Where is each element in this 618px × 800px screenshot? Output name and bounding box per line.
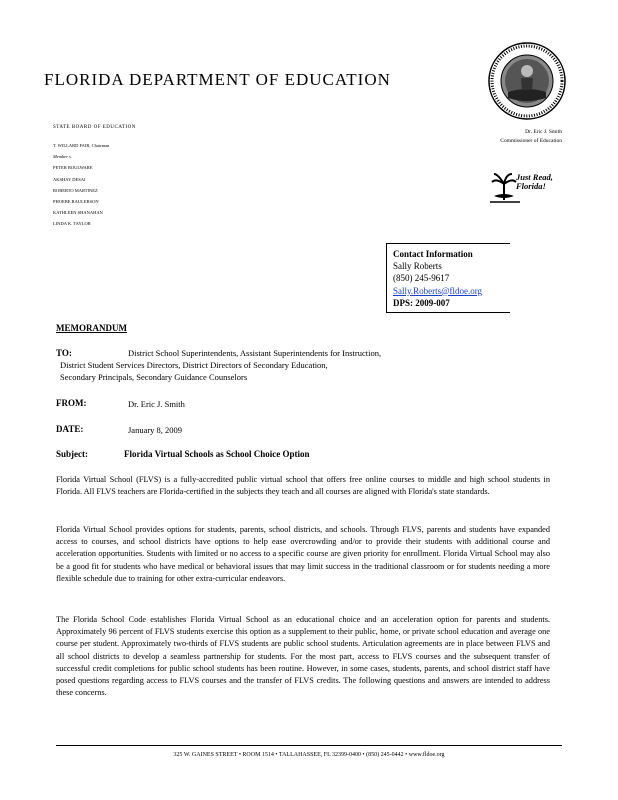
commissioner-name: Dr. Eric J. Smith [525, 129, 562, 135]
contact-info-box [386, 243, 510, 313]
footer-address: 325 W. GAINES STREET • ROOM 1514 • TALLAHASSEE, FL 32399-0400 • (850) 245-0442 • www.fldoe.org [173, 752, 445, 758]
board-member: Member s [53, 154, 71, 160]
logo-text-line2: Florida! [516, 181, 546, 191]
commissioner-title: Commissioner of Education [500, 138, 562, 144]
memorandum-heading: MEMORANDUM [56, 323, 127, 333]
contact-email-link[interactable]: Sally.Roberts@fldoe.org [393, 285, 483, 296]
contact-name: Sally Roberts [393, 261, 442, 272]
board-member: AKSHAY DESAI [53, 176, 86, 182]
to-line: District School Superintendents, Assistant Superintendents for Instruction, [128, 348, 382, 358]
subject-label: Subject: [56, 449, 88, 459]
board-member: T. WILLARD FAIR, Chairman [53, 143, 110, 148]
date-value: January 8, 2009 [128, 425, 183, 435]
dps-number: DPS: 2009-007 [393, 297, 450, 308]
contact-phone: (850) 245-9617 [393, 273, 450, 284]
to-line: Secondary Principals, Secondary Guidance Counselors [60, 372, 248, 383]
to-label: TO: [56, 348, 72, 358]
body-paragraph-1: Florida Virtual School (FLVS) is a fully-accredited public virtual school that offers free online courses to middle and high school students in Florida. All FLVS teachers are Florida-certified in the subjects they teach and all courses are aligned with Florida's state standards. [56, 475, 550, 497]
from-value: Dr. Eric J. Smith [128, 399, 185, 409]
commissioner-block [470, 128, 562, 146]
board-member: ROBERTO MARTINEZ [53, 187, 98, 193]
board-member: KATHLEEN SHANAHAN [53, 210, 103, 216]
board-member: LINDA K. TAYLOR [53, 221, 91, 227]
body-paragraph-2: Florida Virtual School provides options for students, parents, school districts, and schools. Through FLVS, parents and students have expanded access to courses, and school districts have options to help ease overcrowding and/or to provide their students with additional course and acceleration opportunities. Students with limited or no access to a specific course are given priority for enrollment. Florida Virtual School may also be a good fit for students who have medical or behavioral issues that may limit success in the traditional classroom or for students needing a more flexible schedule due to training for other extra-curricular endeavors. [56, 525, 550, 583]
board-label: STATE BOARD OF EDUCATION [53, 125, 136, 130]
to-line: District Student Services Directors, District Directors of Secondary Education, [60, 360, 328, 371]
body-paragraph-3: The Florida School Code establishes Florida Virtual School as an educational choice and an acceleration option for parents and students. Approximately 96 percent of FLVS students exercise this option as a supplement to their public, home, or private school education and average one course per student. Approximately two-thirds of FLVS students are public school students. Articulation agreements are in place between FLVS and all school districts to develop a seamless partnership for students. For the most part, access to FLVS courses and the subsequent transfer of successful credit completions for public school students has been routine. However, in some cases, students, parents, and school district staff have posed questions regarding access to FLVS courses and the transfer of FLVS credits. The following questions and answers are intended to address these concerns. [56, 615, 550, 698]
board-members-list [53, 140, 109, 230]
from-label: FROM: [56, 398, 87, 408]
to-recipients [60, 347, 480, 384]
board-member: PETER BOULWARE [53, 165, 93, 171]
logo-text [516, 173, 572, 191]
subject-value: Florida Virtual Schools as School Choice Option [124, 449, 310, 459]
state-seal-icon [488, 42, 566, 120]
date-label: DATE: [56, 424, 84, 434]
footer-divider [56, 745, 562, 746]
contact-heading: Contact Information [393, 249, 473, 259]
page-title: FLORIDA DEPARTMENT OF EDUCATION [44, 70, 391, 89]
logo-text-line1: Just Read, [516, 172, 553, 182]
board-member: PHOEBE RAULERSON [53, 198, 99, 204]
